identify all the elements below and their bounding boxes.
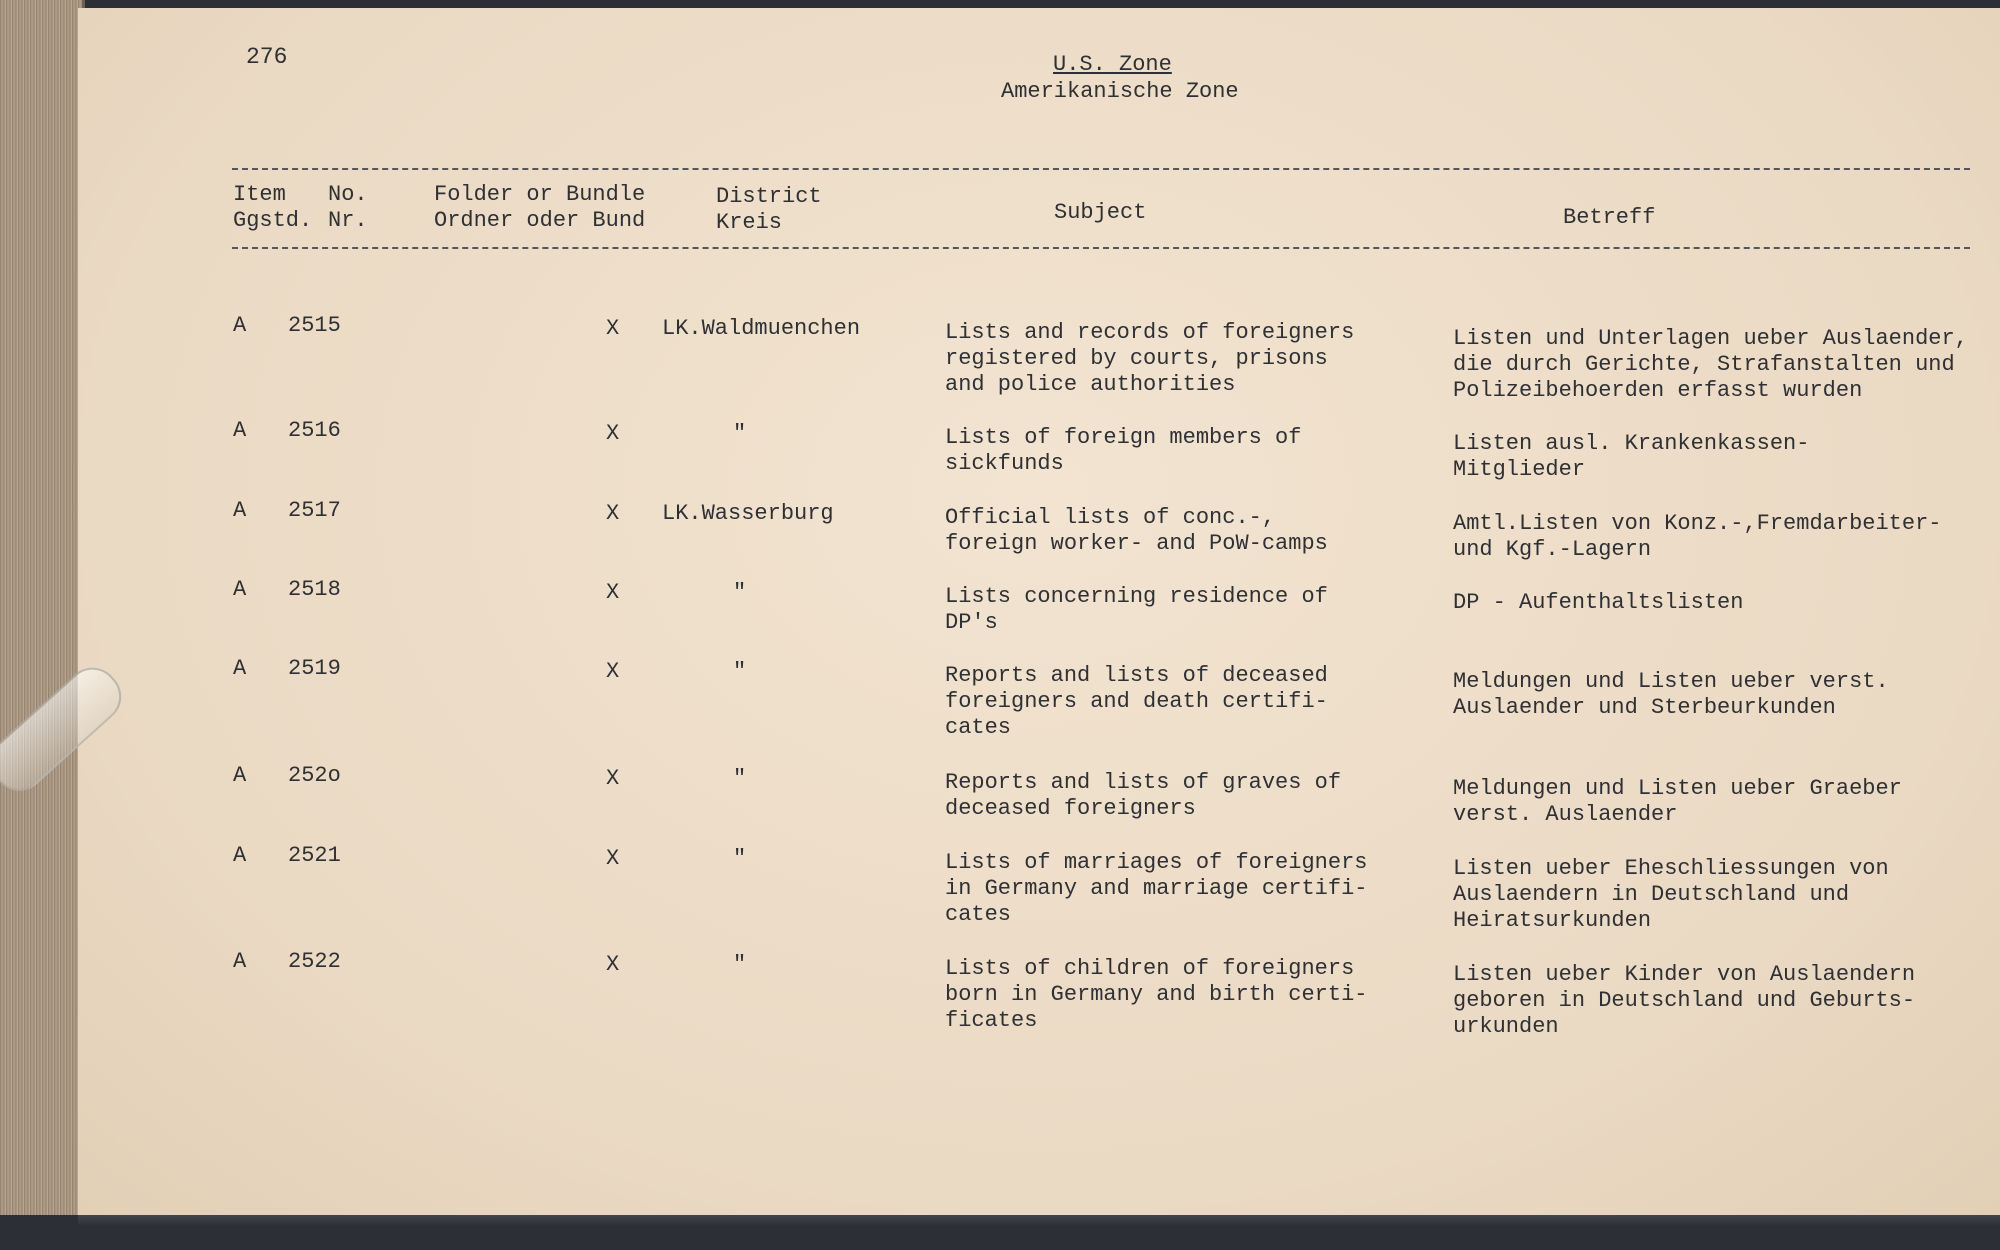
cell-betreff: Amtl.Listen von Konz.-,Fremdarbeiter- und Kgf.-Lagern [1453, 511, 1942, 562]
cell-no: 2522 [288, 949, 341, 974]
cell-subject: Lists of marriages of foreigners in Germany and marriage certifi- cates [945, 850, 1368, 927]
cell-folder: X [606, 421, 620, 446]
cell-district: " [733, 580, 747, 605]
cell-folder: X [606, 316, 620, 341]
cell-no: 2521 [288, 843, 341, 868]
cell-folder: X [606, 580, 620, 605]
cell-item: A [233, 498, 247, 523]
cell-betreff: DP - Aufenthaltslisten [1453, 590, 1744, 615]
cell-subject: Lists of children of foreigners born in Germany and birth certi- ficates [945, 956, 1368, 1033]
cell-item: A [233, 763, 247, 788]
cell-subject: Reports and lists of graves of deceased foreigners [945, 770, 1342, 821]
cell-item: A [233, 418, 247, 443]
cell-district: LK.Waldmuenchen [662, 316, 861, 341]
col-header-no: No. Nr. [328, 182, 368, 233]
cell-subject: Lists of foreign members of sickfunds [945, 425, 1302, 476]
cell-item: A [233, 843, 247, 868]
cell-folder: X [606, 766, 620, 791]
cell-subject: Lists concerning residence of DP's [945, 584, 1328, 635]
cell-betreff: Listen und Unterlagen ueber Auslaender, die durch Gerichte, Strafanstalten und Polizeibehoerden erfasst wurden [1453, 326, 1968, 403]
header-rule-top [232, 168, 1970, 170]
page-title-de: Amerikanische Zone [1001, 79, 1239, 104]
cell-folder: X [606, 952, 620, 977]
cell-folder: X [606, 659, 620, 684]
cell-no: 2516 [288, 418, 341, 443]
cell-item: A [233, 949, 247, 974]
cell-betreff: Meldungen und Listen ueber Graeber verst. Auslaender [1453, 776, 1902, 827]
cell-district: " [733, 659, 747, 684]
cell-no: 2519 [288, 656, 341, 681]
cell-item: A [233, 577, 247, 602]
cell-no: 2518 [288, 577, 341, 602]
cell-betreff: Listen ueber Eheschliessungen von Auslaendern in Deutschland und Heiratsurkunden [1453, 856, 1889, 933]
cell-folder: X [606, 501, 620, 526]
col-header-district: District Kreis [716, 184, 822, 235]
cell-folder: X [606, 846, 620, 871]
cell-betreff: Listen ueber Kinder von Auslaendern geboren in Deutschland und Geburts- urkunden [1453, 962, 1916, 1039]
col-header-item: Item Ggstd. [233, 182, 313, 233]
col-header-folder: Folder or Bundle Ordner oder Bund [434, 182, 646, 233]
cell-no: 252o [288, 763, 341, 788]
cell-item: A [233, 656, 247, 681]
cell-betreff: Meldungen und Listen ueber verst. Auslaender und Sterbeurkunden [1453, 669, 1889, 720]
cell-subject: Official lists of conc.-, foreign worker- and PoW-camps [945, 505, 1328, 556]
header-rule-bottom [232, 247, 1970, 249]
col-header-betreff: Betreff [1563, 205, 1656, 230]
cell-district: LK.Wasserburg [662, 501, 834, 526]
cell-no: 2517 [288, 498, 341, 523]
cell-subject: Reports and lists of deceased foreigners and death certifi- cates [945, 663, 1328, 740]
col-header-subject: Subject [1054, 200, 1147, 225]
page-number: 276 [246, 44, 288, 70]
page-title-en: U.S. Zone [1053, 52, 1172, 77]
cell-district: " [733, 766, 747, 791]
cell-district: " [733, 421, 747, 446]
cell-district: " [733, 846, 747, 871]
cell-no: 2515 [288, 313, 341, 338]
cell-item: A [233, 313, 247, 338]
cell-district: " [733, 952, 747, 977]
cell-subject: Lists and records of foreigners registered by courts, prisons and police authorities [945, 320, 1355, 397]
cell-betreff: Listen ausl. Krankenkassen- Mitglieder [1453, 431, 1810, 482]
